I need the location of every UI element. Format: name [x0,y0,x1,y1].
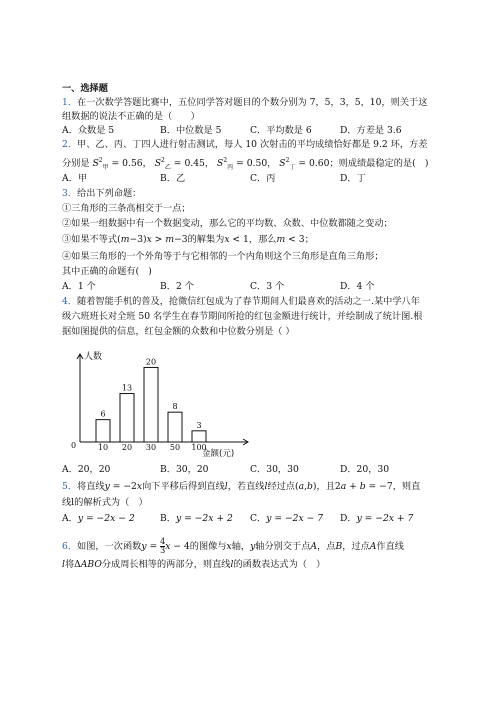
variance-ding: 0.60 [308,158,330,170]
origin-label: 0 [71,441,77,450]
question-6-line-1: 6．如图，一次函数y = $\frac{4}{3}$ x − 4的图像与x轴，y轴分别交于点A，点B，过点A作直线 [62,537,404,555]
q1-option-b: B．中位数是 5 [160,125,222,136]
q3-option-a: A．1 个 [62,281,96,292]
x-tick-label: 10 [97,443,109,452]
question-2-line-2: 分别是 $S^2_甲 = 0.56$， $S^2_乙 = 0.45$， $S^2_丙 = 0.50$， $S^2_丁 = 0.60$；则成绩最稳定的是( ) [62,157,429,171]
q4-option-d: D．20，30 [340,464,390,475]
q1-option-c: C．平均数是 6 [250,125,312,136]
q3-option-d: D．4 个 [340,281,375,292]
q2-option-c: C．丙 [250,173,276,184]
section-title: 一、选择题 [62,83,108,94]
variance-yi: 0.45 [184,158,205,170]
bar-value-label: 6 [100,409,106,419]
q4-option-a: A．20，20 [62,464,111,475]
bar-50 [168,412,182,442]
question-5-line-2: 线l的解析式为（ ） [62,497,148,508]
proposition-4: ④如果三角形的一个外角等于与它相邻的一个内角则这个三角形是直角三角形； [62,251,384,262]
x-tick-label: 50 [169,443,181,452]
q5-option-d: D．y = −2x + 7 [340,513,414,524]
bar-100 [192,431,206,442]
red-envelope-bar-chart [66,348,256,460]
bar-value-label: 13 [121,383,133,393]
question-2-line-1: 2．甲、乙、丙、丁四人进行射击测试，每人 10 次射击的平均成绩恰好都是 9.2 环，方差 [62,139,428,150]
q2-option-a: A．甲 [62,173,88,184]
question-4-line-3: 据如图提供的信息，红包金额的众数和中位数分别是（ ） [62,326,295,337]
x-tick-label: 30 [145,443,157,452]
q3-option-b: B．2 个 [160,281,194,292]
question-5-number: 5． [62,481,78,492]
question-1-line-1: 1．在一次数学答题比赛中，五位同学答对题目的个数分别为 7，5，3，5，10，则关于这 [62,97,428,108]
q2-option-d: D．丁 [340,173,366,184]
x-tick-label: 100 [191,443,207,452]
question-3-prompt: 其中正确的命题有( ) [62,266,152,277]
proposition-2: ②如果一组数据中有一个数据变动，那么它的平均数、众数、中位数都随之变动； [62,218,393,229]
question-4-line-2: 级六班班长对全班 50 名学生在春节期间所抢的红包金额进行统计，并绘制成了统计图.根 [62,311,423,322]
variance-jia: 0.56 [122,158,143,170]
q4-option-b: B．30，20 [160,464,209,475]
q4-option-c: C．30，30 [250,464,299,475]
bar-20 [120,394,134,442]
bar-value-label: 20 [145,357,157,367]
question-4-number: 4． [62,296,78,307]
q1-option-a: A．众数是 5 [62,125,115,136]
question-5-line-1: 5．将直线y = −2x向下平移后得到直线l，若直线l经过点(a,b)，且2a + b = −7，则直 [62,481,421,492]
bar-10 [96,420,110,442]
question-3-number: 3． [62,188,78,199]
question-1-line-2: 组数据的说法不正确的是（ ） [62,111,200,122]
q3-option-c: C．3 个 [250,281,285,292]
bar-value-label: 8 [172,402,178,412]
question-6-number: 6． [62,541,78,552]
q2-option-b: B．乙 [160,173,186,184]
question-4-line-1: 4．随着智能手机的普及，抢微信红包成为了春节期间人们最喜欢的活动之一.某中学八年 [62,296,420,307]
question-3-line-1: 3．给出下列命题： [62,188,142,199]
question-1-number: 1． [62,97,78,108]
y-axis-label: 人数 [84,352,103,362]
question-2-number: 2． [62,139,78,150]
fraction-4-3: $\frac{4}{3}$ [160,537,166,555]
proposition-3: ③如果不等式(m−3)x > m−3的解集为x < 1，那么m < 3； [62,234,314,245]
x-axis-label: 金额(元) [202,449,235,459]
bar-value-label: 3 [196,420,202,430]
q1-option-d: D．方差是 3.6 [340,125,402,136]
proposition-1: ①三角形的三条高相交于一点； [62,203,191,214]
q5-option-b: B．y = −2x + 2 [160,513,233,524]
variance-bing: 0.50 [246,158,268,170]
bar-30 [144,367,158,442]
q5-option-c: C．y = −2x − 7 [250,513,324,524]
question-6-line-2: l将ΔABO分成周长相等的两部分，则直线l的函数表达式为（ ） [62,559,326,570]
q5-option-a: A．y = −2x − 2 [62,513,135,524]
x-tick-label: 20 [121,443,133,452]
